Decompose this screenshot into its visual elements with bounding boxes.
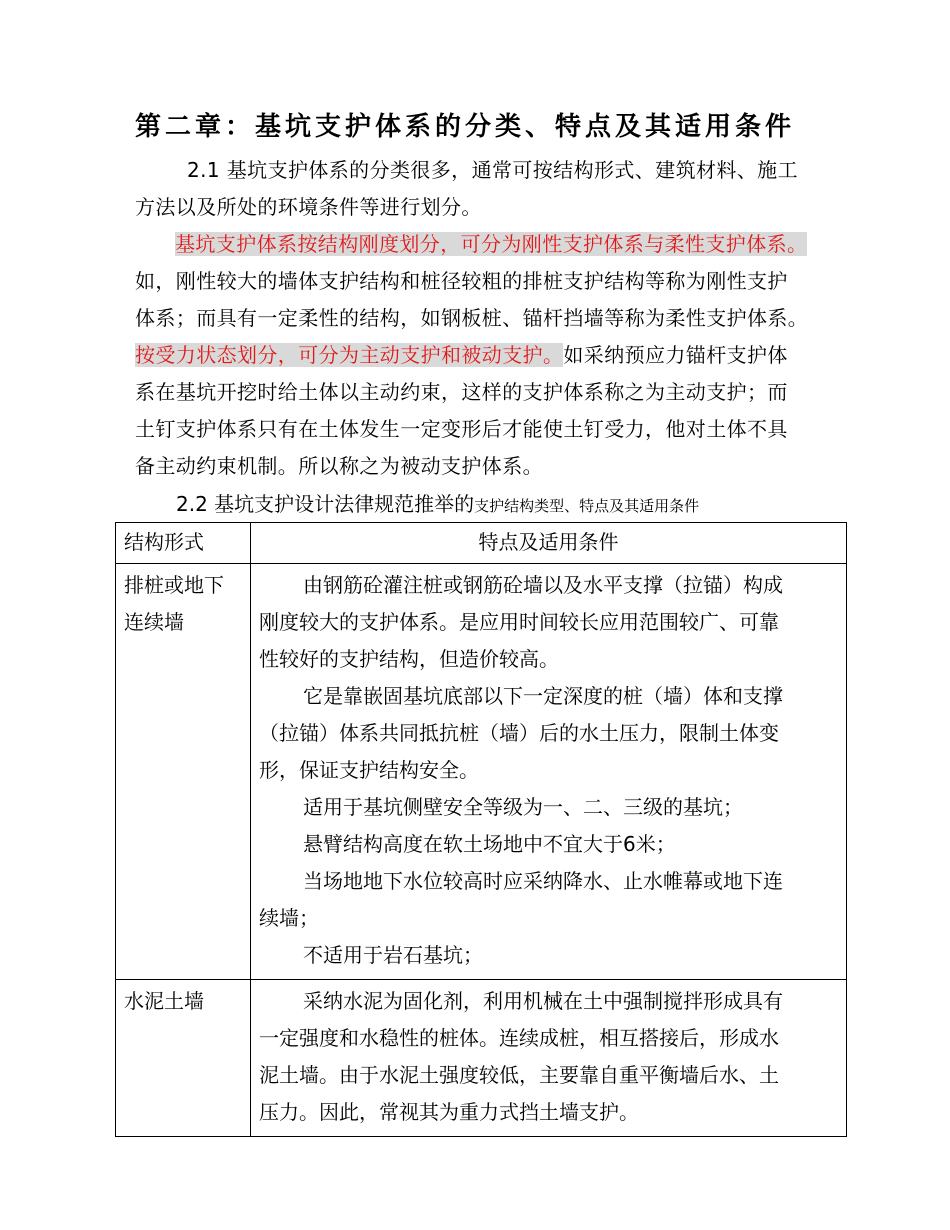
body-line: 系在基坑开挖时给土体以主动约束，这样的支护体系称之为主动支护；而 <box>135 380 788 404</box>
features-line: 由钢筋砼灌注桩或钢筋砼墙以及水平支撑（拉锚）构成 <box>303 573 783 597</box>
features-paragraph <box>259 863 838 937</box>
classification-paragraph <box>135 226 850 485</box>
intro-line: 2.1 基坑支护体系的分类很多，通常可按结构形式、建筑材料、施工 <box>187 158 798 182</box>
features-line: 一定强度和水稳性的桩体。连续成桩，相互搭接后，形成水 <box>259 1026 779 1050</box>
features-line: 形，保证支护结构安全。 <box>259 758 479 782</box>
section-heading-2-2 <box>176 486 699 525</box>
features-line: 不适用于岩石基坑； <box>303 943 483 967</box>
intro-line: 方法以及所处的环境条件等进行划分。 <box>135 195 482 219</box>
header-structure-type: 结构形式 <box>116 523 251 564</box>
structure-type-line: 连续墙 <box>124 610 184 634</box>
features-paragraph <box>259 567 838 678</box>
features-line: 压力。因此，常视其为重力式挡土墙支护。 <box>259 1100 639 1124</box>
body-line: 如，刚性较大的墙体支护结构和桩径较粗的排桩支护结构等称为刚性支护 <box>135 269 788 293</box>
features-line: 采纳水泥为固化剂，利用机械在土中强制搅拌形成具有 <box>303 989 783 1013</box>
body-line <box>135 337 850 374</box>
features-paragraph <box>259 826 838 863</box>
table-header-row <box>116 523 847 564</box>
table-row <box>116 980 847 1137</box>
structure-type-cell <box>116 564 251 980</box>
features-line: 性较好的支护结构，但造价较高。 <box>259 647 559 671</box>
force-classification-highlight: 按受力状态划分，可分为主动支护和被动支护。 <box>135 343 564 367</box>
features-paragraph <box>259 789 838 826</box>
features-paragraph <box>259 983 838 1131</box>
header-features: 特点及适用条件 <box>251 523 847 564</box>
section-heading-suffix: 支护结构类型、特点及其适用条件 <box>474 497 700 515</box>
features-paragraph <box>259 678 838 789</box>
features-line: 泥土墙。由于水泥土强度较低，主要靠自重平衡墙后水、土 <box>259 1063 779 1087</box>
features-paragraph <box>259 937 838 974</box>
support-structure-table <box>115 522 847 1137</box>
body-line: 体系；而具有一定柔性的结构，如钢板桩、锚杆挡墙等称为柔性支护体系。 <box>135 306 809 330</box>
features-line: 续墙； <box>259 906 319 930</box>
features-line: 适用于基坑侧壁安全等级为一、二、三级的基坑； <box>303 795 743 819</box>
section-heading-prefix: 2.2 基坑支护设计法律规范推举的 <box>176 492 475 516</box>
features-line: 它是靠嵌固基坑底部以下一定深度的桩（墙）体和支撑 <box>303 684 783 708</box>
features-cell <box>251 564 847 980</box>
structure-type-line: 排桩或地下 <box>124 573 224 597</box>
features-line: 悬臂结构高度在软土场地中不宜大于6米； <box>303 832 676 856</box>
features-line: （拉锚）体系共同抵抗桩（墙）后的水土压力，限制土体变 <box>259 721 779 745</box>
body-text: 如采纳预应力锚杆支护体 <box>563 343 788 367</box>
intro-paragraph <box>135 152 850 226</box>
features-line: 当场地地下水位较高时应采纳降水、止水帷幕或地下连 <box>303 869 783 893</box>
highlight-line <box>135 226 850 263</box>
features-line: 刚度较大的支护体系。是应用时间较长应用范围较广、可靠 <box>259 610 779 634</box>
structure-type-line: 水泥土墙 <box>124 989 204 1013</box>
rigidity-classification-highlight: 基坑支护体系按结构刚度划分，可分为刚性支护体系与柔性支护体系。 <box>175 232 808 256</box>
structure-type-cell <box>116 980 251 1137</box>
body-line: 土钉支护体系只有在土体发生一定变形后才能使土钉受力，他对土体不具 <box>135 417 788 441</box>
features-cell <box>251 980 847 1137</box>
table-row <box>116 564 847 980</box>
body-line: 备主动约束机制。所以称之为被动支护体系。 <box>135 454 543 478</box>
chapter-title: 第二章：基坑支护体系的分类、特点及其适用条件 <box>135 112 796 142</box>
